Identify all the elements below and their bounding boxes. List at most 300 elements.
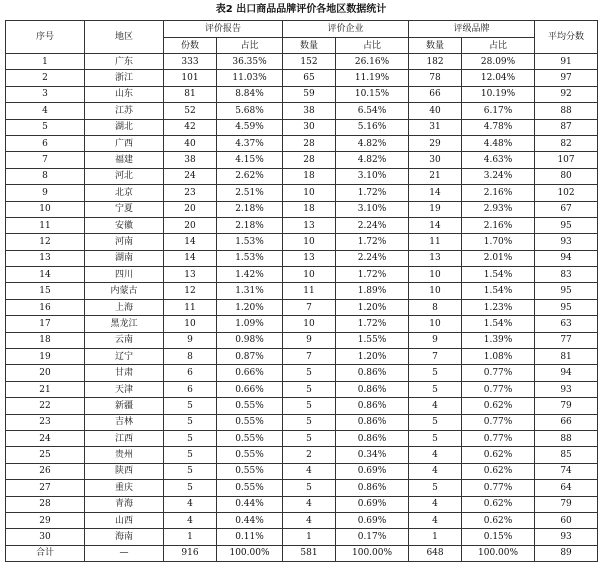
enterprises-share-cell: 0.34% (336, 447, 409, 463)
brands-count-cell: 10 (409, 267, 462, 283)
avg-score-cell: 66 (535, 414, 598, 430)
brands-share-cell: 0.62% (462, 496, 535, 512)
brands-count-cell: 31 (409, 119, 462, 135)
region-cell: 山东 (85, 86, 164, 102)
avg-score-cell: 60 (535, 512, 598, 528)
seq-cell: 20 (6, 365, 85, 381)
reports-count-cell: 81 (164, 86, 217, 102)
region-statistics-table (5, 20, 598, 562)
table-title: 表2 出口商品品牌评价各地区数据统计 (215, 4, 387, 15)
enterprises-count-cell: 13 (283, 217, 336, 233)
enterprises-count-cell: 4 (283, 463, 336, 479)
enterprises-share-cell: 10.15% (336, 86, 409, 102)
table-row (6, 86, 598, 102)
enterprises-share-cell: 1.89% (336, 283, 409, 299)
reports-share-cell: 0.66% (217, 365, 283, 381)
region-cell: 青海 (85, 496, 164, 512)
enterprises-share-cell: 1.55% (336, 332, 409, 348)
table-header (6, 21, 598, 54)
brands-count-cell: 14 (409, 185, 462, 201)
avg-score-cell: 81 (535, 349, 598, 365)
seq-cell: 17 (6, 316, 85, 332)
reports-share-cell: 1.53% (217, 250, 283, 266)
reports-count-cell: 4 (164, 496, 217, 512)
region-cell: 内蒙古 (85, 283, 164, 299)
avg-score-cell: 102 (535, 185, 598, 201)
avg-score-cell: 85 (535, 447, 598, 463)
seq-cell: 6 (6, 135, 85, 151)
brands-count-cell: 40 (409, 103, 462, 119)
reports-share-cell: 1.42% (217, 267, 283, 283)
reports-share-cell: 5.68% (217, 103, 283, 119)
reports-share-cell: 2.18% (217, 201, 283, 217)
brands-count-cell: 5 (409, 480, 462, 496)
brands-count-cell: 182 (409, 54, 462, 70)
avg-score-cell: 94 (535, 250, 598, 266)
enterprises-count-cell: 5 (283, 414, 336, 430)
table-row (6, 463, 598, 479)
avg-score-cell: 95 (535, 217, 598, 233)
avg-score-cell: 92 (535, 86, 598, 102)
total-enterprises-count-cell: 581 (283, 545, 336, 561)
enterprises-count-cell: 18 (283, 168, 336, 184)
brands-count-cell: 4 (409, 512, 462, 528)
brands-share-cell: 2.16% (462, 217, 535, 233)
reports-count-cell: 6 (164, 365, 217, 381)
region-cell: 甘肃 (85, 365, 164, 381)
seq-cell: 23 (6, 414, 85, 430)
enterprises-count-cell: 10 (283, 316, 336, 332)
region-cell: 河南 (85, 234, 164, 250)
enterprises-count-cell: 5 (283, 381, 336, 397)
enterprises-share-cell: 1.20% (336, 299, 409, 315)
reports-count-cell: 5 (164, 463, 217, 479)
table-row (6, 185, 598, 201)
enterprises-count-cell: 11 (283, 283, 336, 299)
brands-count-cell: 4 (409, 447, 462, 463)
reports-count-cell: 333 (164, 54, 217, 70)
seq-cell: 26 (6, 463, 85, 479)
region-cell: 广东 (85, 54, 164, 70)
table-row (6, 217, 598, 233)
brands-share-cell: 3.24% (462, 168, 535, 184)
reports-count-cell: 20 (164, 217, 217, 233)
brands-count-cell: 4 (409, 463, 462, 479)
region-cell: 浙江 (85, 70, 164, 86)
header-avg-score: 平均分数 (535, 21, 598, 54)
reports-count-cell: 5 (164, 398, 217, 414)
header-reports-group: 评价报告 (164, 21, 283, 38)
brands-share-cell: 2.01% (462, 250, 535, 266)
total-avg-score-cell: 89 (535, 545, 598, 561)
reports-share-cell: 1.09% (217, 316, 283, 332)
seq-cell: 11 (6, 217, 85, 233)
table-row (6, 201, 598, 217)
region-cell: 海南 (85, 529, 164, 545)
avg-score-cell: 82 (535, 135, 598, 151)
total-row (6, 545, 598, 561)
header-brands-count: 数量 (409, 38, 462, 54)
header-reports-count: 份数 (164, 38, 217, 54)
avg-score-cell: 80 (535, 168, 598, 184)
reports-share-cell: 1.20% (217, 299, 283, 315)
avg-score-cell: 95 (535, 299, 598, 315)
reports-share-cell: 4.59% (217, 119, 283, 135)
enterprises-share-cell: 3.10% (336, 201, 409, 217)
reports-count-cell: 12 (164, 283, 217, 299)
seq-cell: 19 (6, 349, 85, 365)
brands-share-cell: 4.48% (462, 135, 535, 151)
brands-count-cell: 7 (409, 349, 462, 365)
brands-count-cell: 1 (409, 529, 462, 545)
table-row (6, 267, 598, 283)
region-cell: 吉林 (85, 414, 164, 430)
seq-cell: 27 (6, 480, 85, 496)
region-cell: 湖北 (85, 119, 164, 135)
table-row (6, 332, 598, 348)
table-row (6, 349, 598, 365)
reports-count-cell: 40 (164, 135, 217, 151)
brands-share-cell: 0.62% (462, 512, 535, 528)
table-row (6, 119, 598, 135)
reports-share-cell: 1.53% (217, 234, 283, 250)
enterprises-count-cell: 13 (283, 250, 336, 266)
brands-share-cell: 6.17% (462, 103, 535, 119)
enterprises-count-cell: 28 (283, 152, 336, 168)
enterprises-share-cell: 1.72% (336, 316, 409, 332)
avg-score-cell: 83 (535, 267, 598, 283)
total-reports-count-cell: 916 (164, 545, 217, 561)
enterprises-share-cell: 1.72% (336, 234, 409, 250)
brands-share-cell: 0.77% (462, 414, 535, 430)
brands-count-cell: 5 (409, 430, 462, 446)
reports-share-cell: 2.62% (217, 168, 283, 184)
brands-share-cell: 1.70% (462, 234, 535, 250)
enterprises-count-cell: 5 (283, 480, 336, 496)
table-row (6, 168, 598, 184)
reports-count-cell: 38 (164, 152, 217, 168)
brands-count-cell: 13 (409, 250, 462, 266)
enterprises-count-cell: 4 (283, 512, 336, 528)
avg-score-cell: 88 (535, 103, 598, 119)
reports-count-cell: 101 (164, 70, 217, 86)
seq-cell: 22 (6, 398, 85, 414)
region-cell: 云南 (85, 332, 164, 348)
enterprises-count-cell: 30 (283, 119, 336, 135)
reports-share-cell: 0.98% (217, 332, 283, 348)
table-row (6, 529, 598, 545)
reports-count-cell: 14 (164, 234, 217, 250)
enterprises-count-cell: 5 (283, 365, 336, 381)
brands-count-cell: 10 (409, 316, 462, 332)
brands-count-cell: 29 (409, 135, 462, 151)
brands-count-cell: 5 (409, 381, 462, 397)
table-row (6, 103, 598, 119)
reports-count-cell: 1 (164, 529, 217, 545)
header-enterprises-group: 评价企业 (283, 21, 409, 38)
header-enterprises-share: 占比 (336, 38, 409, 54)
seq-cell: 7 (6, 152, 85, 168)
brands-count-cell: 8 (409, 299, 462, 315)
reports-share-cell: 4.15% (217, 152, 283, 168)
reports-share-cell: 0.11% (217, 529, 283, 545)
avg-score-cell: 87 (535, 119, 598, 135)
brands-share-cell: 1.54% (462, 316, 535, 332)
region-cell: 山西 (85, 512, 164, 528)
region-cell: 黑龙江 (85, 316, 164, 332)
reports-count-cell: 9 (164, 332, 217, 348)
enterprises-share-cell: 0.86% (336, 480, 409, 496)
brands-share-cell: 28.09% (462, 54, 535, 70)
brands-count-cell: 10 (409, 283, 462, 299)
brands-count-cell: 4 (409, 398, 462, 414)
table-row (6, 152, 598, 168)
region-cell: 新疆 (85, 398, 164, 414)
region-cell: 湖南 (85, 250, 164, 266)
header-reports-share: 占比 (217, 38, 283, 54)
reports-share-cell: 0.44% (217, 496, 283, 512)
total-brands-count-cell: 648 (409, 545, 462, 561)
region-cell: 福建 (85, 152, 164, 168)
region-cell: 河北 (85, 168, 164, 184)
table-row (6, 365, 598, 381)
table-row (6, 480, 598, 496)
reports-count-cell: 8 (164, 349, 217, 365)
avg-score-cell: 79 (535, 398, 598, 414)
table-row (6, 381, 598, 397)
reports-count-cell: 20 (164, 201, 217, 217)
avg-score-cell: 74 (535, 463, 598, 479)
brands-share-cell: 1.08% (462, 349, 535, 365)
enterprises-count-cell: 4 (283, 496, 336, 512)
enterprises-share-cell: 0.69% (336, 496, 409, 512)
avg-score-cell: 93 (535, 381, 598, 397)
table-row (6, 398, 598, 414)
table-row (6, 250, 598, 266)
region-cell: 贵州 (85, 447, 164, 463)
enterprises-count-cell: 5 (283, 430, 336, 446)
region-cell: 四川 (85, 267, 164, 283)
seq-cell: 18 (6, 332, 85, 348)
avg-score-cell: 79 (535, 496, 598, 512)
brands-share-cell: 10.19% (462, 86, 535, 102)
total-enterprises-share-cell: 100.00% (336, 545, 409, 561)
seq-cell: 14 (6, 267, 85, 283)
brands-share-cell: 0.62% (462, 463, 535, 479)
avg-score-cell: 64 (535, 480, 598, 496)
reports-count-cell: 4 (164, 512, 217, 528)
seq-cell: 21 (6, 381, 85, 397)
reports-count-cell: 24 (164, 168, 217, 184)
reports-share-cell: 0.55% (217, 480, 283, 496)
brands-share-cell: 1.54% (462, 283, 535, 299)
region-cell: 辽宁 (85, 349, 164, 365)
table-row (6, 234, 598, 250)
reports-count-cell: 5 (164, 430, 217, 446)
brands-share-cell: 1.54% (462, 267, 535, 283)
reports-share-cell: 11.03% (217, 70, 283, 86)
enterprises-share-cell: 2.24% (336, 250, 409, 266)
enterprises-share-cell: 2.24% (336, 217, 409, 233)
seq-cell: 4 (6, 103, 85, 119)
avg-score-cell: 107 (535, 152, 598, 168)
enterprises-count-cell: 59 (283, 86, 336, 102)
table-row (6, 316, 598, 332)
reports-share-cell: 0.55% (217, 447, 283, 463)
region-cell: 重庆 (85, 480, 164, 496)
enterprises-share-cell: 1.72% (336, 185, 409, 201)
reports-count-cell: 13 (164, 267, 217, 283)
table-row (6, 512, 598, 528)
brands-count-cell: 14 (409, 217, 462, 233)
brands-count-cell: 21 (409, 168, 462, 184)
seq-cell: 13 (6, 250, 85, 266)
avg-score-cell: 91 (535, 54, 598, 70)
region-cell: 江西 (85, 430, 164, 446)
seq-cell: 8 (6, 168, 85, 184)
header-brands-group: 评级品牌 (409, 21, 535, 38)
reports-count-cell: 5 (164, 480, 217, 496)
brands-count-cell: 5 (409, 365, 462, 381)
reports-share-cell: 0.44% (217, 512, 283, 528)
total-region-cell: — (85, 545, 164, 561)
reports-share-cell: 4.37% (217, 135, 283, 151)
reports-share-cell: 0.55% (217, 463, 283, 479)
header-row-1 (6, 21, 598, 38)
total-seq-cell: 合计 (6, 545, 85, 561)
enterprises-count-cell: 7 (283, 349, 336, 365)
reports-share-cell: 8.84% (217, 86, 283, 102)
avg-score-cell: 97 (535, 70, 598, 86)
reports-count-cell: 11 (164, 299, 217, 315)
table-row (6, 414, 598, 430)
brands-share-cell: 1.39% (462, 332, 535, 348)
reports-count-cell: 6 (164, 381, 217, 397)
brands-share-cell: 2.16% (462, 185, 535, 201)
table-row (6, 496, 598, 512)
brands-count-cell: 9 (409, 332, 462, 348)
enterprises-count-cell: 7 (283, 299, 336, 315)
avg-score-cell: 94 (535, 365, 598, 381)
enterprises-share-cell: 0.86% (336, 381, 409, 397)
seq-cell: 9 (6, 185, 85, 201)
seq-cell: 1 (6, 54, 85, 70)
total-brands-share-cell: 100.00% (462, 545, 535, 561)
enterprises-share-cell: 5.16% (336, 119, 409, 135)
total-reports-share-cell: 100.00% (217, 545, 283, 561)
reports-share-cell: 0.66% (217, 381, 283, 397)
reports-share-cell: 0.55% (217, 414, 283, 430)
enterprises-share-cell: 0.86% (336, 430, 409, 446)
enterprises-count-cell: 2 (283, 447, 336, 463)
brands-share-cell: 0.62% (462, 447, 535, 463)
header-enterprises-count: 数量 (283, 38, 336, 54)
enterprises-count-cell: 5 (283, 398, 336, 414)
enterprises-count-cell: 18 (283, 201, 336, 217)
header-region: 地区 (85, 21, 164, 54)
seq-cell: 5 (6, 119, 85, 135)
reports-count-cell: 23 (164, 185, 217, 201)
avg-score-cell: 67 (535, 201, 598, 217)
reports-share-cell: 36.35% (217, 54, 283, 70)
brands-count-cell: 66 (409, 86, 462, 102)
brands-share-cell: 2.93% (462, 201, 535, 217)
reports-count-cell: 5 (164, 414, 217, 430)
enterprises-share-cell: 0.86% (336, 414, 409, 430)
enterprises-count-cell: 10 (283, 185, 336, 201)
table-row (6, 135, 598, 151)
enterprises-share-cell: 6.54% (336, 103, 409, 119)
header-brands-share: 占比 (462, 38, 535, 54)
enterprises-share-cell: 11.19% (336, 70, 409, 86)
reports-count-cell: 52 (164, 103, 217, 119)
reports-count-cell: 5 (164, 447, 217, 463)
enterprises-share-cell: 4.82% (336, 152, 409, 168)
region-cell: 上海 (85, 299, 164, 315)
enterprises-count-cell: 65 (283, 70, 336, 86)
region-cell: 陕西 (85, 463, 164, 479)
brands-count-cell: 11 (409, 234, 462, 250)
enterprises-share-cell: 0.86% (336, 398, 409, 414)
brands-share-cell: 0.15% (462, 529, 535, 545)
enterprises-share-cell: 1.72% (336, 267, 409, 283)
enterprises-count-cell: 1 (283, 529, 336, 545)
brands-share-cell: 0.77% (462, 381, 535, 397)
reports-share-cell: 0.55% (217, 398, 283, 414)
brands-share-cell: 0.77% (462, 430, 535, 446)
enterprises-share-cell: 0.86% (336, 365, 409, 381)
seq-cell: 12 (6, 234, 85, 250)
brands-share-cell: 1.23% (462, 299, 535, 315)
enterprises-share-cell: 1.20% (336, 349, 409, 365)
enterprises-share-cell: 0.69% (336, 512, 409, 528)
enterprises-share-cell: 26.16% (336, 54, 409, 70)
reports-share-cell: 2.51% (217, 185, 283, 201)
region-cell: 江苏 (85, 103, 164, 119)
brands-share-cell: 12.04% (462, 70, 535, 86)
table-row (6, 299, 598, 315)
seq-cell: 2 (6, 70, 85, 86)
brands-share-cell: 0.77% (462, 480, 535, 496)
avg-score-cell: 77 (535, 332, 598, 348)
reports-share-cell: 1.31% (217, 283, 283, 299)
reports-share-cell: 0.55% (217, 430, 283, 446)
table-row (6, 70, 598, 86)
avg-score-cell: 93 (535, 234, 598, 250)
brands-count-cell: 4 (409, 496, 462, 512)
table-row (6, 54, 598, 70)
enterprises-share-cell: 0.17% (336, 529, 409, 545)
brands-share-cell: 4.63% (462, 152, 535, 168)
seq-cell: 24 (6, 430, 85, 446)
seq-cell: 10 (6, 201, 85, 217)
brands-count-cell: 78 (409, 70, 462, 86)
brands-count-cell: 5 (409, 414, 462, 430)
table-row (6, 430, 598, 446)
table-body (6, 54, 598, 562)
seq-cell: 15 (6, 283, 85, 299)
seq-cell: 16 (6, 299, 85, 315)
avg-score-cell: 95 (535, 283, 598, 299)
avg-score-cell: 93 (535, 529, 598, 545)
reports-share-cell: 2.18% (217, 217, 283, 233)
brands-share-cell: 0.62% (462, 398, 535, 414)
region-cell: 安徽 (85, 217, 164, 233)
header-seq: 序号 (6, 21, 85, 54)
brands-share-cell: 4.78% (462, 119, 535, 135)
region-cell: 广西 (85, 135, 164, 151)
enterprises-count-cell: 38 (283, 103, 336, 119)
